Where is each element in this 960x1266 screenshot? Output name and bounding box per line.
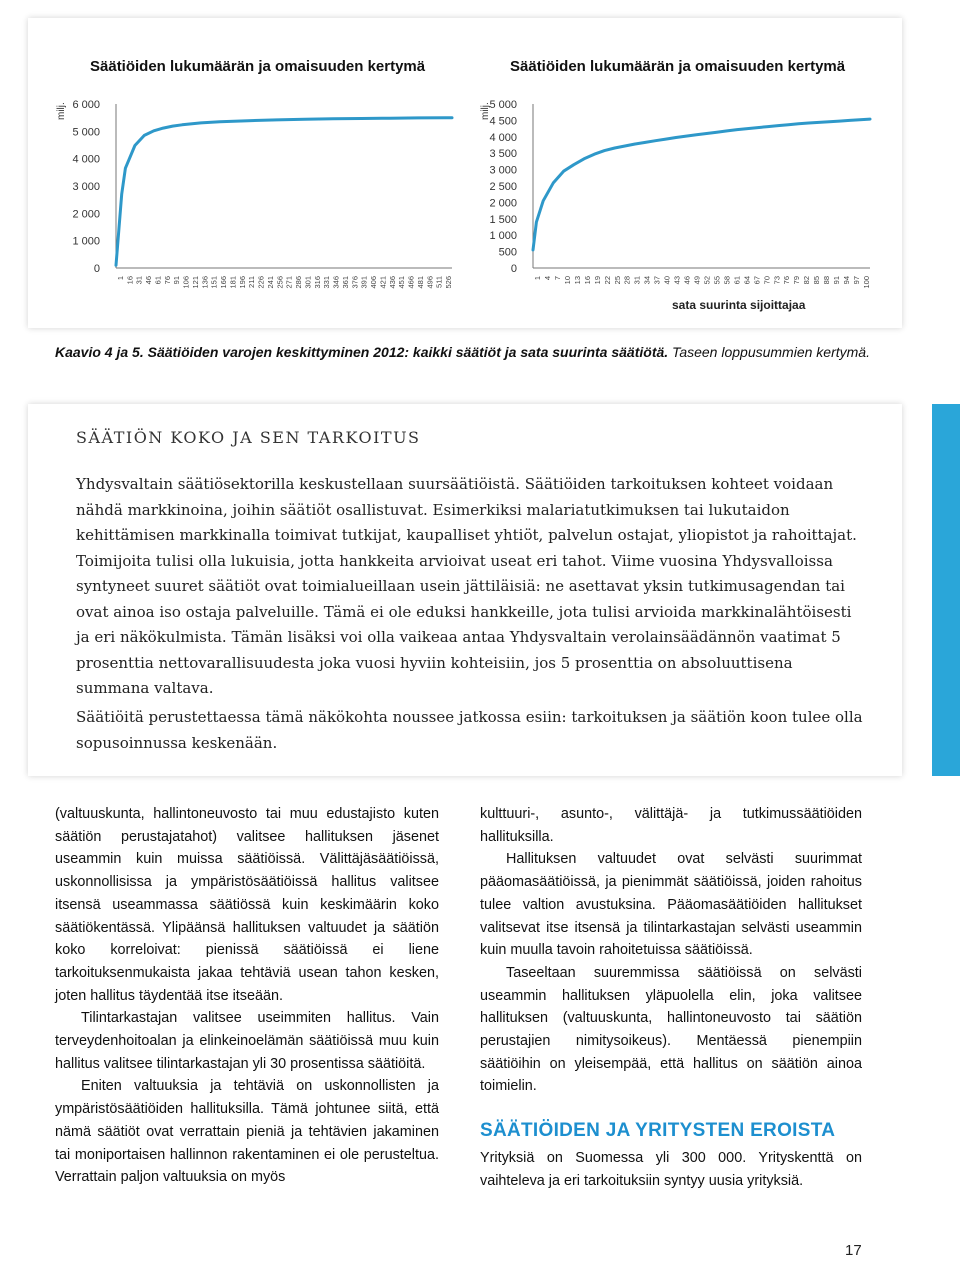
right-chart-unit: milj. (480, 102, 491, 120)
left-x-tick-label: 421 (378, 276, 388, 289)
left-x-tick-label: 406 (369, 276, 379, 289)
right-y-tick-label: 4 500 (489, 115, 517, 128)
right-x-tick-label: 31 (632, 276, 642, 285)
right-x-tick-label: 37 (652, 276, 662, 285)
right-x-tick-label: 22 (602, 276, 612, 285)
right-x-tick-label: 13 (572, 276, 582, 285)
right-x-tick-label: 40 (662, 276, 672, 285)
left-y-tick-label: 4 000 (72, 153, 100, 166)
right-x-tick-label: 58 (722, 276, 732, 285)
right-chart-xlabel: sata suurinta sijoittajaa (672, 298, 806, 312)
right-x-tick-label: 46 (682, 276, 692, 285)
box-paragraph-2: Säätiöitä perustettaessa tämä näkökohta noussee jatkossa esiin: tarkoituksen ja säätiön koon tulee olla sopusoinnussa keskenään. (76, 708, 863, 752)
left-x-tick-label: 436 (387, 276, 397, 289)
right-y-tick-label: 2 000 (489, 197, 517, 210)
right-paragraph-2: Hallituksen valtuudet ovat selvästi suurimmat pääomasäätiöissä, ja pienimmät säätiöissä, joiden rahoitus tulee valtion avustuksina. Pääomasäätiöiden hallitukset valitsevat itse itsensä ja tilintarkastajan selvästi useammin kuin muulla tavoin rahoitetuissa säätiöissä. (480, 851, 862, 959)
left-paragraph-3: Eniten valtuuksia ja tehtäviä on uskonnollisten ja ympäristösäätiöiden hallituksilla. Tämä johtunee siitä, että nämä säätiöt ovat verrattain pieniä ja tehtävien jakaminen tai moniportaisen hallinnon rakentaminen ei ole perusteltua. Verrattain paljon valtuuksia on myös (55, 1078, 439, 1186)
left-y-tick-label: 5 000 (72, 126, 100, 139)
box-heading: SÄÄTIÖN KOKO JA SEN TARKOITUS (76, 428, 421, 447)
box-paragraph-1: Yhdysvaltain säätiösektorilla keskustellaan suursäätiöistä. Säätiöiden tarkoituksen kohteet voidaan nähdä markkinoina, joihin säätiöt osallistuvat. Esimerkiksi malariatutkimuksen tai lukutaidon kehittämisen markkinalla toimivat tutkijat, kaupalliset yhtiöt, palvelun ostajat, yliopistot ja rahoittajat. Toimijoita tulisi olla lukuisia, jotta hankkeita arvioivat useat eri tahot. Viime vuosina Yhdysvalloissa syntyneet suuret säätiöt ovat toimialueillaan usein jättiläisiä: ne asettavat yksin tutkimusagendan tai ovat ainoa iso ostaja palveluille. Tämä ei ole eduksi hankkeille, jota tulisi arvioida markkinalähtöisesti ja eri näkökulmista. Tämän lisäksi voi olla vaikeaa antaa Yhdysvaltain verolainsäädännön vaatimat 5 prosenttia nettovarallisuudesta joka vuosi hyviin kohteisiin, jos 5 prosenttia on absoluuttisena summana valtava. (76, 475, 857, 697)
right-column (480, 803, 862, 1192)
left-x-tick-label: 361 (340, 276, 350, 289)
left-paragraph-2: Tilintarkastajan valitsee useimmiten hallitus. Vain terveydenhoitoalan ja elinkeinoelämän säätiöissä muu kuin hallitus valitsee tilintarkastajan yli 30 prosentissa säätiöitä. (55, 1010, 439, 1072)
left-x-tick-label: 256 (275, 276, 285, 289)
left-y-tick-label: 3 000 (72, 181, 100, 193)
left-x-tick-label: 316 (312, 276, 322, 289)
left-x-tick-label: 271 (284, 276, 294, 289)
right-y-tick-label: 0 (510, 263, 517, 275)
right-x-tick-label: 85 (812, 276, 822, 285)
left-x-tick-label: 241 (265, 276, 275, 289)
right-x-tick-label: 7 (552, 276, 562, 281)
right-x-tick-label: 43 (672, 276, 682, 285)
right-paragraph-1: kulttuuri-, asunto-, välittäjä- ja tutkimussäätiöiden hallituksilla. (480, 806, 862, 845)
left-x-tick-label: 526 (444, 276, 453, 289)
left-x-tick-label: 196 (237, 276, 247, 289)
right-x-tick-label: 94 (842, 276, 852, 285)
left-y-tick-label: 0 (93, 263, 100, 275)
right-x-tick-label: 79 (792, 276, 802, 285)
left-x-tick-label: 76 (162, 276, 172, 285)
left-chart-unit: milj. (56, 102, 67, 120)
right-x-tick-label: 67 (752, 276, 762, 285)
left-x-tick-label: 106 (181, 276, 191, 289)
right-x-tick-label: 82 (802, 276, 812, 285)
left-x-tick-label: 61 (153, 276, 163, 285)
right-x-tick-label: 25 (612, 276, 622, 285)
right-x-tick-label: 55 (712, 276, 722, 285)
left-paragraph-1: (valtuuskunta, hallintoneuvosto tai muu edustajisto kuten säätiön perustajatahot) valitsee hallituksen jäsenet useammin kuin muissa säätiöissä. Välittäjäsäätiöissä, uskonnollisissa ja ympäristösäätiöissä hallitus valitsee itsensä useammassa säätiössä kuin keskimäärin koko säätiökentässä. Ylipäänsä hallituksen valtuudet ja säätiön koko korreloivat: pienissä säätiöissä ei liene tarkoituksenmukaista jakaa tehtäviä usean tahon kesken, joten hallitus täydentää itse itseään. (55, 806, 439, 1004)
right-x-tick-label: 76 (782, 276, 792, 285)
left-x-tick-label: 226 (256, 276, 266, 289)
right-x-tick-label: 73 (772, 276, 782, 285)
left-x-tick-label: 46 (144, 276, 154, 285)
right-x-tick-label: 97 (852, 276, 862, 285)
left-x-tick-label: 301 (303, 276, 313, 289)
right-y-tick-label: 3 500 (489, 148, 517, 161)
right-y-tick-label: 1 500 (489, 213, 517, 226)
right-x-tick-label: 10 (562, 276, 572, 285)
right-series-line (533, 119, 870, 250)
caption-bold: Kaavio 4 ja 5. Säätiöiden varojen keskittyminen 2012: kaikki säätiöt ja sata suurinta säätiötä. (55, 344, 669, 360)
right-y-tick-label: 3 000 (489, 164, 517, 177)
right-y-tick-label: 500 (498, 246, 517, 259)
right-y-tick-label: 4 000 (489, 131, 517, 144)
left-x-tick-label: 151 (209, 276, 219, 289)
left-x-tick-label: 91 (172, 276, 182, 285)
left-x-tick-label: 31 (134, 276, 144, 285)
right-x-tick-label: 34 (642, 276, 652, 285)
accent-bar (932, 404, 960, 776)
right-x-tick-label: 64 (742, 276, 752, 285)
right-x-tick-label: 1 (533, 276, 542, 281)
right-chart-title: Säätiöiden lukumäärän ja omaisuuden kertymä (510, 58, 846, 75)
chart-panel (28, 18, 902, 328)
right-x-tick-label: 61 (732, 276, 742, 285)
left-x-tick-label: 211 (247, 276, 257, 288)
left-y-tick-label: 2 000 (72, 208, 100, 221)
figure-caption (55, 344, 885, 361)
right-x-tick-label: 91 (832, 276, 842, 285)
right-x-tick-label: 52 (702, 276, 712, 285)
right-y-tick-label: 5 000 (489, 99, 517, 111)
left-chart-title: Säätiöiden lukumäärän ja omaisuuden kertymä (90, 58, 426, 75)
left-x-tick-label: 121 (190, 276, 200, 289)
info-box (28, 404, 902, 776)
left-series-line (116, 118, 452, 266)
right-paragraph-4: Yrityksiä on Suomessa yli 300 000. Yrityskenttä on vaihteleva ja eri tarkoituksiin syntyy uusia yrityksiä. (480, 1149, 862, 1189)
left-x-tick-label: 391 (359, 276, 369, 289)
left-x-tick-label: 346 (331, 276, 341, 289)
right-x-tick-label: 100 (862, 276, 871, 289)
right-x-tick-label: 88 (822, 276, 832, 285)
page-number: 17 (845, 1242, 862, 1259)
right-y-tick-label: 2 500 (489, 181, 517, 193)
left-x-tick-label: 451 (397, 276, 407, 289)
left-x-tick-label: 181 (228, 276, 238, 289)
caption-rest: Taseen loppusummien kertymä. (668, 344, 870, 360)
left-x-tick-label: 481 (415, 276, 425, 289)
left-x-tick-label: 376 (350, 276, 360, 289)
right-y-tick-label: 1 000 (489, 230, 517, 243)
right-x-tick-label: 49 (692, 276, 702, 285)
left-x-tick-label: 1 (116, 276, 125, 281)
left-column (55, 803, 439, 1189)
left-y-tick-label: 6 000 (72, 99, 100, 111)
left-y-tick-label: 1 000 (72, 235, 100, 248)
left-x-tick-label: 286 (294, 276, 304, 289)
right-x-tick-label: 28 (622, 276, 632, 285)
right-x-tick-label: 70 (762, 276, 772, 285)
right-x-tick-label: 16 (582, 276, 592, 285)
left-x-tick-label: 16 (125, 276, 135, 285)
section-heading: SÄÄTIÖIDEN JA YRITYSTEN EROISTA (480, 1120, 836, 1142)
left-x-tick-label: 331 (322, 276, 332, 289)
right-x-tick-label: 19 (592, 276, 602, 285)
left-x-tick-label: 496 (425, 276, 435, 289)
right-x-tick-label: 4 (542, 276, 552, 281)
left-x-tick-label: 166 (219, 276, 229, 289)
left-x-tick-label: 511 (434, 276, 444, 288)
left-x-tick-label: 136 (200, 276, 210, 289)
left-x-tick-label: 466 (406, 276, 416, 289)
right-paragraph-3: Taseeltaan suuremmissa säätiöissä on selvästi useammin hallituksen yläpuolella elin, joka valitsee hallituksen (valtuuskunta, hallintoneuvosto tai säätiön perustajien nimitysoikeus). Mentäessä pienempiin säätiöihin on yleisempää, että hallitus on säätiön ainoa toimielin. (480, 964, 862, 1095)
